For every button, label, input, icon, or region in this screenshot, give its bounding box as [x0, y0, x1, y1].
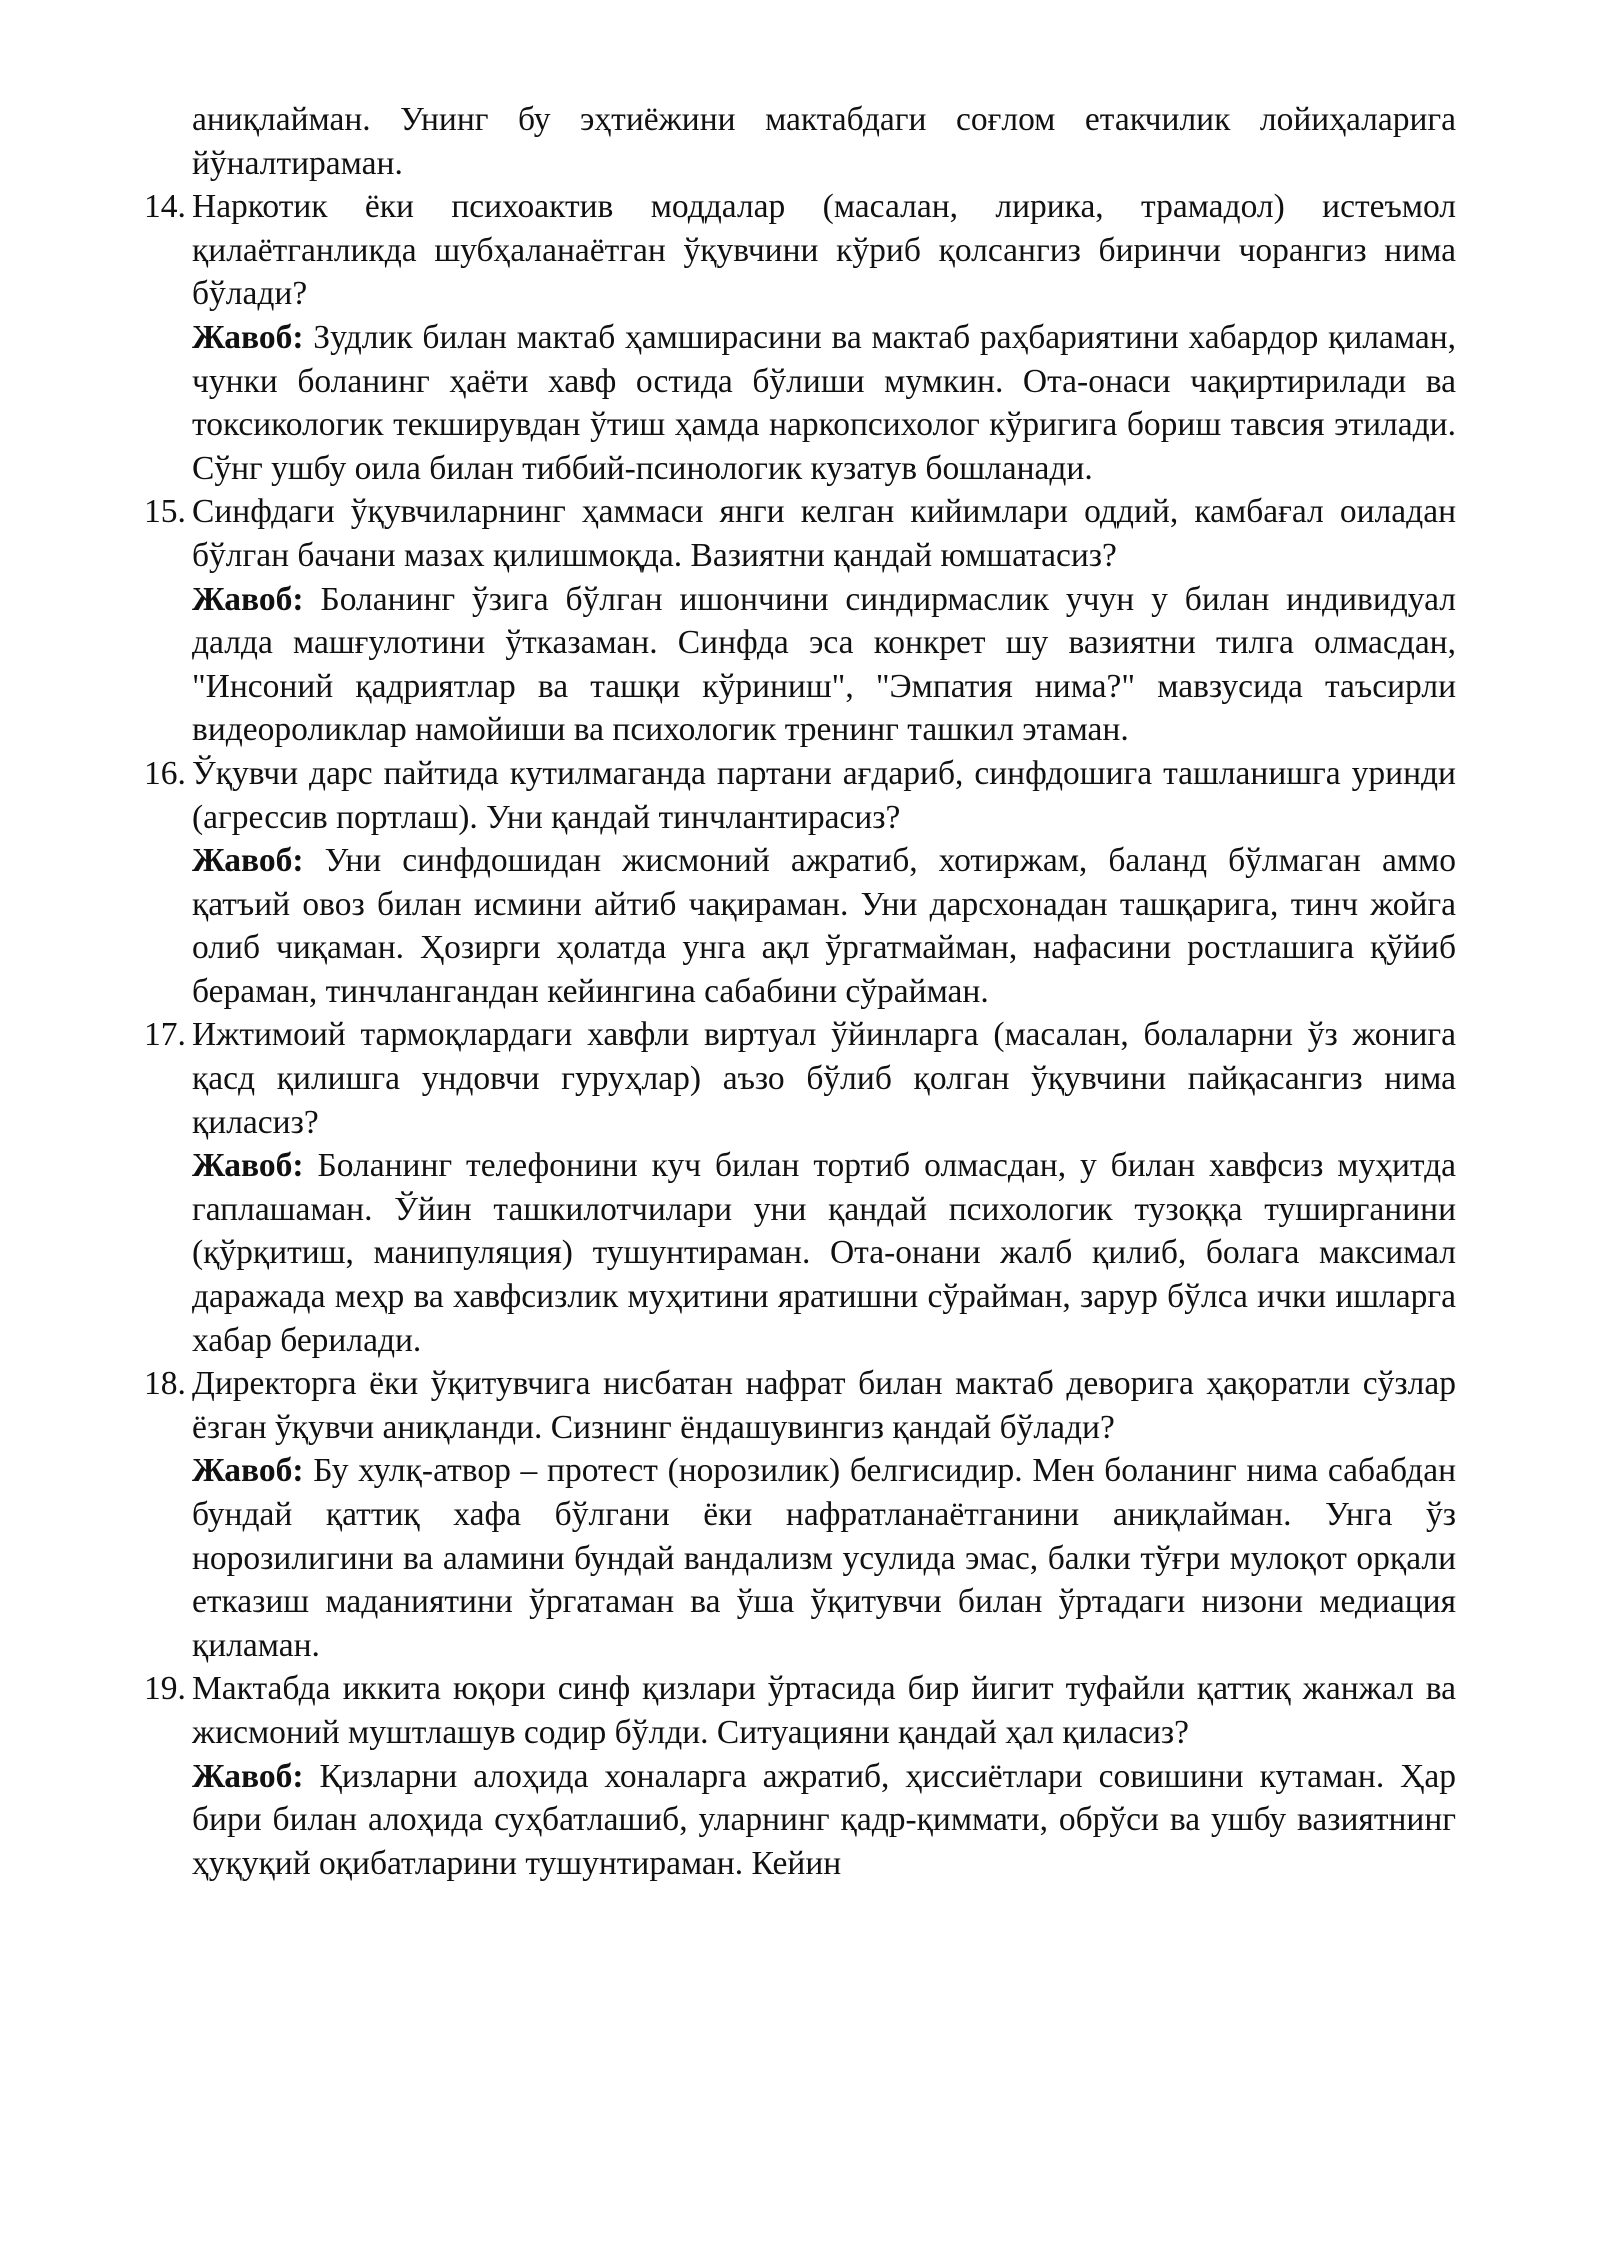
- question-text: Синфдаги ўқувчиларнинг ҳаммаси янги келган кийимлари оддий, камбағал оиладан бўлган бачани мазах қилишмоқда. Вазиятни қандай юмшатасиз?: [192, 493, 1456, 574]
- answer-text: Уни синфдошидан жисмоний ажратиб, хотиржам, баланд бўлмаган аммо қатъий овоз билан исмини айтиб чақираман. Уни дарсхонадан ташқарига, тинч жойга олиб чиқаман. Ҳозирги ҳолатда унга ақл ўргатмайман, нафасини ростлашига қўйиб бераман, тинчлангандан кейингина сабабини сўрайман.: [192, 842, 1457, 1010]
- question-text: Мактабда иккита юқори синф қизлари ўртасида бир йигит туфайли қаттиқ жанжал ва жисмоний муштлашув содир бўлди. Ситуацияни қандай ҳал қиласиз?: [192, 1670, 1456, 1751]
- list-item-15: [144, 490, 1456, 752]
- answer-label: Жавоб:: [192, 842, 304, 880]
- answer-paragraph: [192, 1449, 1456, 1667]
- question-text: Директорга ёки ўқитувчига нисбатан нафрат билан мактаб деворига ҳақоратли сўзлар ёзган ўқувчи аниқланди. Сизнинг ёндашувингиз қандай бўлади?: [192, 1365, 1456, 1446]
- answer-label: Жавоб:: [192, 580, 304, 618]
- answer-paragraph: [192, 578, 1456, 752]
- answer-paragraph: [192, 839, 1456, 1013]
- answer-paragraph: [192, 316, 1456, 490]
- list-item-16: [144, 752, 1457, 1014]
- answer-text: Боланинг ўзига бўлган ишончини синдирмаслик учун у билан индивидуал далда машғулотини ўтказаман. Синфда эса конкрет шу вазиятни тилга олмасдан, "Инсоний қадриятлар ва ташқи кўриниш", "Эмпатия нима?" мавзусида таъсирли видеороликлар намойиши ва психологик тренинг ташкил этаман.: [192, 580, 1456, 749]
- list-item-18: [144, 1362, 1456, 1667]
- question-text: Наркотик ёки психоактив моддалар (масалан, лирика, трамадол) истеъмол қилаётганликда шубҳаланаётган ўқувчини кўриб қолсангиз биринчи чорангиз нима бўлади?: [192, 188, 1456, 313]
- item-number: 14.: [144, 188, 186, 226]
- answer-label: Жавоб:: [192, 1147, 304, 1185]
- item-number: 18.: [144, 1365, 186, 1403]
- document-body: [144, 98, 1457, 1885]
- question-text: Ўқувчи дарс пайтида кутилмаганда партани ағдариб, синфдошига ташланишга уринди (агрессив портлаш). Уни қандай тинчлантирасиз?: [192, 754, 1456, 836]
- list-item-17: [144, 1013, 1457, 1362]
- answer-text: Бу хулқ-атвор – протест (норозилик) белгисидир. Мен боланинг нима сабабдан бундай қаттиқ хафа бўлгани ёки нафратланаётганини аниқлайман. Унга ўз норозилигини ва аламини бундай вандализм усулида эмас, балки тўғри мулоқот орқали етказиш маданиятини ўргатаман ва ўша ўқитувчи билан ўртадаги низони медиация қиламан.: [192, 1452, 1456, 1664]
- answer-text: Боланинг телефонини куч билан тортиб олмасдан, у билан хавфсиз муҳитда гаплашаман. Ўйин ташкилотчилари уни қандай психологик тузоққа туширганини (қўрқитиш, манипуляция) тушунтираман. Ота-онани жалб қилиб, болага максимал даражада меҳр ва хавфсизлик муҳитини яратишни сўрайман, зарур бўлса ички ишларга хабар берилади.: [192, 1147, 1457, 1359]
- list-item-14: [144, 185, 1456, 490]
- answer-text: Зудлик билан мактаб ҳамширасини ва мактаб раҳбариятини хабардор қиламан, чунки боланинг ҳаёти хавф остида бўлиши мумкин. Ота-онаси чақиртирилади ва токсикологик текширувдан ўтиш ҳамда наркопсихолог кўригига бориш тавсия этилади. Сўнг ушбу оила билан тиббий-псинологик кузатув бошланади.: [192, 318, 1456, 487]
- answer-paragraph: [192, 1144, 1456, 1362]
- item-number: 19.: [144, 1670, 186, 1708]
- continuation-paragraph: аниқлайман. Унинг бу эҳтиёжини мактабдаги соғлом етакчилик лойиҳаларига йўналтираман.: [192, 101, 1456, 182]
- list-item-19: [144, 1667, 1456, 1885]
- question-text: Ижтимоий тармоқлардаги хавфли виртуал ўйинларга (масалан, болаларни ўз жонига қасд қилишга ундовчи гуруҳлар) аъзо бўлиб қолган ўқувчини пайқасангиз нима қиласиз?: [192, 1016, 1456, 1141]
- answer-label: Жавоб:: [192, 318, 304, 356]
- item-number: 16.: [144, 754, 186, 792]
- answer-text: Қизларни алоҳида хоналарга ажратиб, ҳиссиётлари совишини кутаман. Ҳар бири билан алоҳида суҳбатлашиб, уларнинг қадр-қиммати, обрўси ва ушбу вазиятнинг ҳуқуқий оқибатларини тушунтираман. Кейин: [192, 1757, 1456, 1882]
- answer-label: Жавоб:: [192, 1757, 304, 1795]
- item-number: 15.: [144, 493, 186, 531]
- answer-label: Жавоб:: [192, 1452, 304, 1490]
- item-number: 17.: [144, 1016, 186, 1054]
- answer-paragraph: [192, 1755, 1456, 1886]
